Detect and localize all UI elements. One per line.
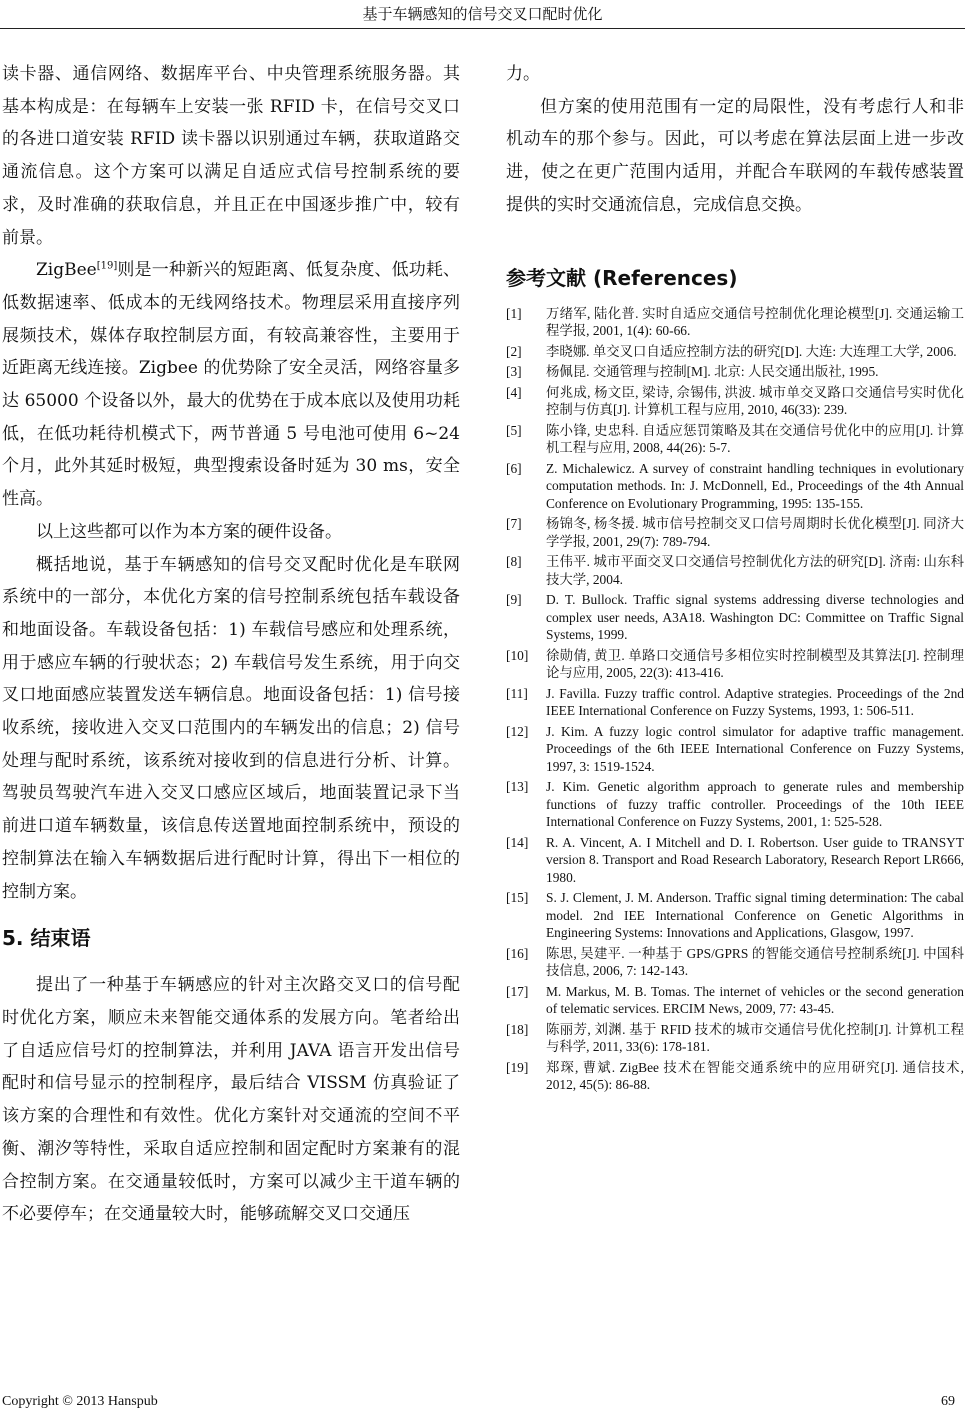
zigbee-term: ZigBee <box>36 260 97 281</box>
page-number: 69 <box>941 1394 955 1409</box>
left-column <box>2 58 460 1231</box>
reference-text: 王伟平. 城市平面交叉口交通信号控制优化方法的研究[D]. 济南: 山东科技大学, 2004. <box>546 554 964 587</box>
reference-number: [1] <box>506 305 522 321</box>
reference-number: [10] <box>506 647 529 663</box>
reference-text: J. Favilla. Fuzzy traffic control. Adaptive strategies. Proceedings of the 2nd IEEE International Conference on Fuzzy Systems, 1993, 1: 506-511. <box>546 685 964 719</box>
reference-item <box>506 1059 964 1094</box>
reference-text: 杨锦冬, 杨冬援. 城市信号控制交叉口信号周期时长优化模型[J]. 同济大学学报, 2001, 29(7): 789-794. <box>546 516 964 549</box>
reference-item <box>506 460 964 513</box>
reference-number: [6] <box>506 460 522 476</box>
paragraph-rfid: 读卡器、通信网络、数据库平台、中央管理系统服务器。其基本构成是：在每辆车上安装一张 RFID 卡，在信号交叉口的各进口道安装 RFID 读卡器以识别通过车辆，获取道路交通流信息。这个方案可以满足自适应式信号控制系统的要求，及时准确的获取信息，并且正在中国逐步推广中，较有前景。 <box>2 64 460 248</box>
citation-19[interactable]: [19] <box>96 260 118 272</box>
reference-text: 杨佩昆. 交通管理与控制[M]. 北京: 人民交通出版社, 1995. <box>546 364 879 380</box>
reference-text: J. Kim. A fuzzy logic control simulator for adaptive traffic management. Proceedings of the 6th IEEE International Conference on Fuzzy Systems, 1997, 3: 1519-1524. <box>546 723 964 774</box>
reference-item <box>506 305 964 340</box>
reference-text: Z. Michalewicz. A survey of constraint handling techniques in evolutionary computation methods. In: J. McDonnell, Ed., Proceedings of the 4th Annual Conference on Evolutionary Programming, 1995: 135-155. <box>546 460 964 511</box>
reference-item <box>506 1021 964 1056</box>
reference-number: [17] <box>506 983 529 999</box>
zigbee-text: 则是一种新兴的短距离、低复杂度、低功耗、低数据速率、低成本的无线网络技术。物理层采用直接序列展频技术，媒体存取控制层方面，有较高兼容性，主要用于近距离无线连接。Zigbee 的优势除了安全灵活，网络容量多达 65000 个设备以外，最大的优势在于成本底以及使用功耗低，在低功耗待机模式下，两节普通 5 号电池可使用 6~24 个月，此外其延时极短，典型搜索设备时延为 30 ms，安全性高。 <box>2 260 460 510</box>
paragraph-continuation: 力。 <box>506 64 540 84</box>
reference-number: [13] <box>506 779 529 795</box>
reference-text: 陈思, 吴建平. 一种基于 GPS/GPRS 的智能交通信号控制系统[J]. 中国科技信息, 2006, 7: 142-143. <box>546 945 964 979</box>
reference-number: [16] <box>506 945 529 961</box>
header-rule <box>0 28 965 29</box>
reference-list <box>506 305 964 1094</box>
reference-number: [7] <box>506 516 522 532</box>
reference-number: [5] <box>506 422 522 438</box>
running-header: 基于车辆感知的信号交叉口配时优化 <box>362 5 603 23</box>
paragraph-conclusion: 提出了一种基于车辆感应的针对主次路交叉口的信号配时优化方案，顺应未来智能交通体系的发展方向。笔者给出了自适应信号灯的控制算法，并利用 JAVA 语言开发出信号配时和信号显示的控制程序，最后结合 VISSM 仿真验证了该方案的合理性和有效性。优化方案针对交通流的空间不平衡、潮汐等特性，采取自适应控制和固定配时方案兼有的混合控制方案。在交通量较低时，方案可以减少主干道车辆的不必要停车；在交通量较大时，能够疏解交叉口交通压 <box>2 975 460 1225</box>
reference-text: 万绪军, 陆化普. 实时自适应交通信号控制优化理论模型[J]. 交通运输工程学报, 2001, 1(4): 60-66. <box>546 305 964 339</box>
reference-item <box>506 647 964 682</box>
reference-item <box>506 834 964 887</box>
reference-text: R. A. Vincent, A. I Mitchell and D. I. Robertson. User guide to TRANSYT version 8. Transport and Road Research Laboratory, Research Report LR666, 1980. <box>546 834 964 885</box>
reference-item <box>506 723 964 776</box>
paragraph-limitation: 但方案的使用范围有一定的局限性，没有考虑行人和非机动车的那个参与。因此，可以考虑在算法层面上进一步改进，使之在更广范围内适用，并配合车联网的车载传感装置提供的实时交通流信息，完成信息交换。 <box>506 96 964 215</box>
reference-number: [8] <box>506 554 522 570</box>
reference-item <box>506 591 964 644</box>
paragraph-summary: 概括地说，基于车辆感知的信号交叉配时优化是车联网系统中的一部分，本优化方案的信号控制系统包括车载设备和地面设备。车载设备包括：1) 车载信号感应和处理系统，用于感应车辆的行驶状态；2) 车载信号发生系统，用于向交叉口地面感应装置发送车辆信息。地面设备包括：1) 信号接收系统，接收进入交叉口范围内的车辆发出的信息；2) 信号处理与配时系统，该系统对接收到的信息进行分析、计算。驾驶员驾驶汽车进入交叉口感应区域后，地面装置记录下当前进口道车辆数量，该信息传送置地面控制系统中，预设的控制算法在输入车辆数据后进行配时计算，得出下一相位的控制方案。 <box>2 554 460 902</box>
reference-number: [3] <box>506 364 522 380</box>
copyright-footer: Copyright © 2013 Hanspub <box>2 1394 158 1409</box>
reference-number: [4] <box>506 384 522 400</box>
reference-item <box>506 515 964 550</box>
reference-number: [2] <box>506 343 522 359</box>
reference-number: [18] <box>506 1021 529 1037</box>
right-column <box>506 58 964 1097</box>
reference-item <box>506 384 964 419</box>
reference-item <box>506 422 964 457</box>
reference-item <box>506 343 964 361</box>
reference-item <box>506 945 964 980</box>
reference-text: 徐勋倩, 黄卫. 单路口交通信号多相位实时控制模型及其算法[J]. 控制理论与应用, 2005, 22(3): 413-416. <box>546 647 964 681</box>
reference-number: [9] <box>506 592 522 608</box>
reference-item <box>506 983 964 1018</box>
reference-item <box>506 889 964 942</box>
reference-text: M. Markus, M. B. Tomas. The internet of vehicles or the second generation of telematic services. ERCIM News, 2009, 77: 43-45. <box>546 983 964 1017</box>
reference-item <box>506 553 964 588</box>
reference-number: [12] <box>506 723 529 739</box>
reference-item <box>506 685 964 720</box>
reference-text: 郑琛, 曹斌. ZigBee 技术在智能交通系统中的应用研究[J]. 通信技术, 2012, 45(5): 86-88. <box>546 1059 964 1093</box>
reference-text: 何兆成, 杨文臣, 梁诗, 佘锡伟, 洪波. 城市单交叉路口交通信号实时优化控制与仿真[J]. 计算机工程与应用, 2010, 46(33): 239. <box>546 384 964 418</box>
reference-item <box>506 363 964 381</box>
reference-text: J. Kim. Genetic algorithm approach to generate rules and membership functions of fuzzy traffic controller. Proceedings of the 10th IEEE International Conference on Fuzzy Systems, 2001, 1: 525-528. <box>546 779 964 830</box>
reference-number: [11] <box>506 685 528 701</box>
reference-item <box>506 778 964 831</box>
paragraph-hardware: 以上这些都可以作为本方案的硬件设备。 <box>36 521 342 542</box>
reference-text: 李晓娜. 单交叉口自适应控制方法的研究[D]. 大连: 大连理工大学, 2006. <box>546 343 957 359</box>
reference-text: 陈丽芳, 刘渊. 基于 RFID 技术的城市交通信号优化控制[J]. 计算机工程与科学, 2011, 33(6): 178-181. <box>546 1021 964 1055</box>
reference-text: D. T. Bullock. Traffic signal systems addressing diverse technologies and complex user needs, A3A18. Washington DC: Committee on Traffic Signal Systems, 1999. <box>546 592 964 643</box>
section-title-conclusion: 5. 结束语 <box>2 926 91 951</box>
paragraph-zigbee <box>2 254 460 516</box>
references-title: 参考文献 (References) <box>506 265 738 290</box>
reference-number: [15] <box>506 890 529 906</box>
reference-text: S. J. Clement, J. M. Anderson. Traffic signal timing determination: The cabal model. 2nd IEE International Conference on Genetic Algorithms in Engineering Systems: Innovations and Applications, Glasgow, 1997. <box>546 890 964 941</box>
reference-number: [14] <box>506 834 529 850</box>
reference-text: 陈小锋, 史忠科. 自适应惩罚策略及其在交通信号优化中的应用[J]. 计算机工程与应用, 2008, 44(26): 5-7. <box>546 422 964 456</box>
reference-number: [19] <box>506 1059 529 1075</box>
